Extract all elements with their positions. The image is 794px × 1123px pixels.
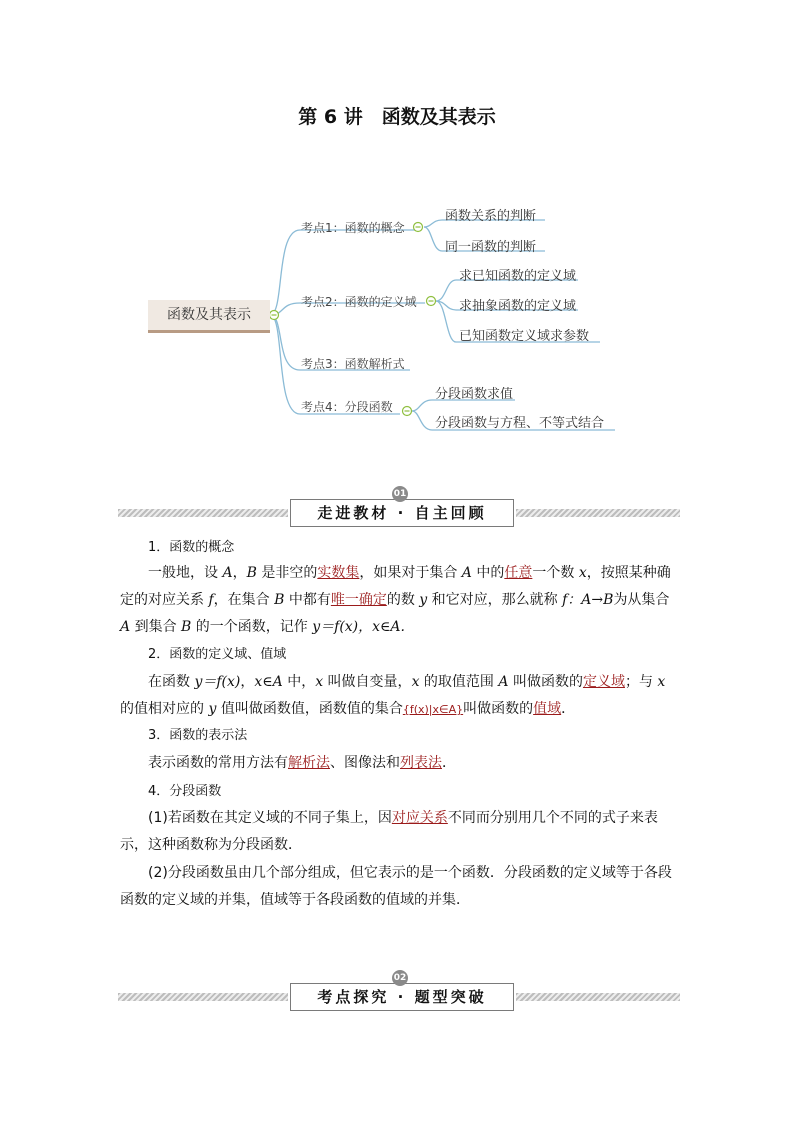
banner-title: 考点探究 · 题型突破 (290, 983, 514, 1011)
mindmap-leaf: 求抽象函数的定义域 (459, 299, 577, 314)
paragraph: 在函数 y＝f(x)，x∈A 中，x 叫做自变量，x 的取值范围 A 叫做函数的定义域；与 x 的值相对应的 y 值叫做函数值，函数值的集合{f(x)|x∈A}叫做函数的值域． (120, 674, 666, 717)
section-banner (118, 489, 680, 528)
paragraph: 表示函数的常用方法有解析法、图像法和列表法． (148, 755, 456, 771)
paragraph: (1)若函数在其定义域的不同子集上，因对应关系不同而分别用几个不同的式子来表示，这种函数称为分段函数． (120, 810, 658, 853)
mindmap-leaf: 同一函数的判断 (445, 240, 537, 255)
banner-number: 01 (392, 486, 408, 502)
mindmap-leaf: 求已知函数的定义域 (459, 269, 577, 284)
mindmap-branch: 考点3：函数解析式 (301, 357, 405, 371)
mindmap-branch: 考点1：函数的概念 (301, 221, 405, 235)
banner-title: 走进教材 · 自主回顾 (290, 499, 514, 527)
banner-number: 02 (392, 970, 408, 986)
paragraph: 一般地，设 A，B 是非空的实数集，如果对于集合 A 中的任意一个数 x，按照某种确定的对应关系 f，在集合 B 中都有唯一确定的数 y 和它对应，那么就称 f：A→B为从集合 A 到集合 B 的一个函数，记作 y＝f(x)，x∈A. (120, 565, 671, 635)
page-title: 第 6 讲 函数及其表示 (298, 106, 496, 128)
mindmap-leaf: 分段函数与方程、不等式结合 (435, 416, 605, 431)
mindmap-leaf: 已知函数定义域求参数 (459, 329, 590, 344)
section-heading: 2．函数的定义域、值域 (148, 647, 287, 662)
paragraph: (2)分段函数虽由几个部分组成，但它表示的是一个函数．分段函数的定义域等于各段函数的定义域的并集，值域等于各段函数的值域的并集． (120, 865, 672, 908)
mindmap-leaf: 分段函数求值 (435, 387, 514, 402)
mindmap-branch: 考点2：函数的定义域 (301, 295, 417, 309)
mindmap-root: 函数及其表示 (148, 300, 270, 333)
mindmap-branch: 考点4：分段函数 (301, 400, 393, 414)
section-heading: 1．函数的概念 (148, 540, 235, 555)
section-heading: 4．分段函数 (148, 784, 222, 799)
section-banner (118, 973, 680, 1012)
section-heading: 3．函数的表示法 (148, 728, 248, 743)
mindmap-leaf: 函数关系的判断 (445, 209, 537, 224)
